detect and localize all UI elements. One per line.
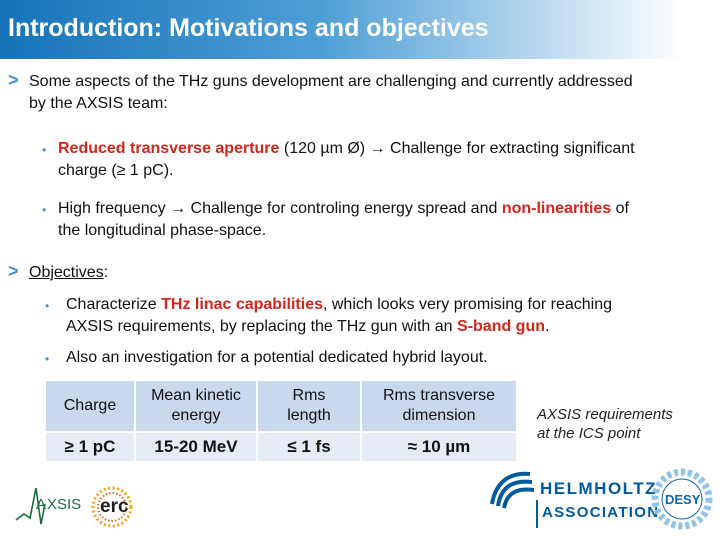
bullet-thz-linac xyxy=(66,294,709,338)
arrow-marker-1: > xyxy=(8,70,19,90)
bullet-dot-4: • xyxy=(45,352,50,366)
helmholtz-logo xyxy=(490,466,660,530)
aperture-line-2: charge (≥ 1 pC). xyxy=(58,162,174,179)
table-cell: ≤ 1 fs xyxy=(258,433,362,463)
thz-mid: , which looks very promising for reaching xyxy=(322,296,612,313)
highlight-thz-linac: THz linac capabilities xyxy=(161,296,323,313)
intro-line-1: Some aspects of the THz guns development are challenging and currently addressed xyxy=(29,73,633,90)
helmholtz-divider xyxy=(536,500,538,528)
bullet-hybrid xyxy=(66,347,709,369)
table-cell: 15-20 MeV xyxy=(136,433,258,463)
frequency-line-2: the longitudinal phase-space. xyxy=(58,222,267,239)
table-header-cell: Mean kinetic energy xyxy=(136,381,258,433)
axsis-logo xyxy=(14,484,84,528)
bullet-dot-1: • xyxy=(42,143,47,157)
helmholtz-text: HELMHOLTZ xyxy=(540,479,658,498)
erc-logo-text: erc xyxy=(100,496,129,517)
bullet-dot-3: • xyxy=(45,299,50,313)
paragraph-intro xyxy=(29,71,714,115)
helmholtz-mark-icon xyxy=(490,470,538,510)
thz-line2-pre: AXSIS requirements, by replacing the THz gun with an xyxy=(66,318,458,335)
bullet-dot-2: • xyxy=(42,203,47,217)
thz-line2-post: . xyxy=(545,318,550,335)
objectives-heading xyxy=(29,262,108,284)
page-title: Introduction: Motivations and objectives xyxy=(8,14,489,42)
desy-logo-text: DESY xyxy=(665,492,701,507)
table-header-row xyxy=(46,381,518,433)
frequency-post: of xyxy=(611,200,629,217)
helmholtz-association-text: ASSOCIATION xyxy=(542,504,660,521)
desy-logo xyxy=(650,466,714,534)
requirements-table xyxy=(46,381,518,463)
erc-logo xyxy=(88,484,140,530)
table-header-cell: Rms length xyxy=(258,381,362,433)
table-cell: ≈ 10 µm xyxy=(362,433,518,463)
aperture-rest: (120 µm Ø) → Challenge for extracting significant xyxy=(279,140,635,157)
frequency-pre: High frequency → Challenge for controling energy spread and xyxy=(58,200,502,217)
title-bar xyxy=(0,0,720,59)
table-header-cell: Charge xyxy=(46,381,136,433)
axsis-logo-a: A xyxy=(36,496,47,513)
intro-line-2: by the AXSIS team: xyxy=(29,95,168,112)
table-row xyxy=(46,433,518,463)
table-header-cell: Rms transverse dimension xyxy=(362,381,518,433)
arrow-marker-2: > xyxy=(8,261,19,281)
highlight-nonlinearities: non-linearities xyxy=(501,200,612,217)
table-cell: ≥ 1 pC xyxy=(46,433,136,463)
highlight-aperture: Reduced transverse aperture xyxy=(58,140,280,157)
bullet-frequency xyxy=(58,198,713,242)
hybrid-text: Also an investigation for a potential dedicated hybrid layout. xyxy=(66,349,488,366)
highlight-sband-gun: S-band gun xyxy=(457,318,545,335)
objectives-colon: : xyxy=(103,264,109,281)
axsis-logo-text: XSIS xyxy=(47,496,82,513)
objectives-label: Objectives xyxy=(29,264,104,281)
bullet-aperture xyxy=(58,138,713,182)
thz-pre: Characterize xyxy=(66,296,162,313)
ics-requirements-label: AXSIS requirements at the ICS point xyxy=(537,406,673,442)
